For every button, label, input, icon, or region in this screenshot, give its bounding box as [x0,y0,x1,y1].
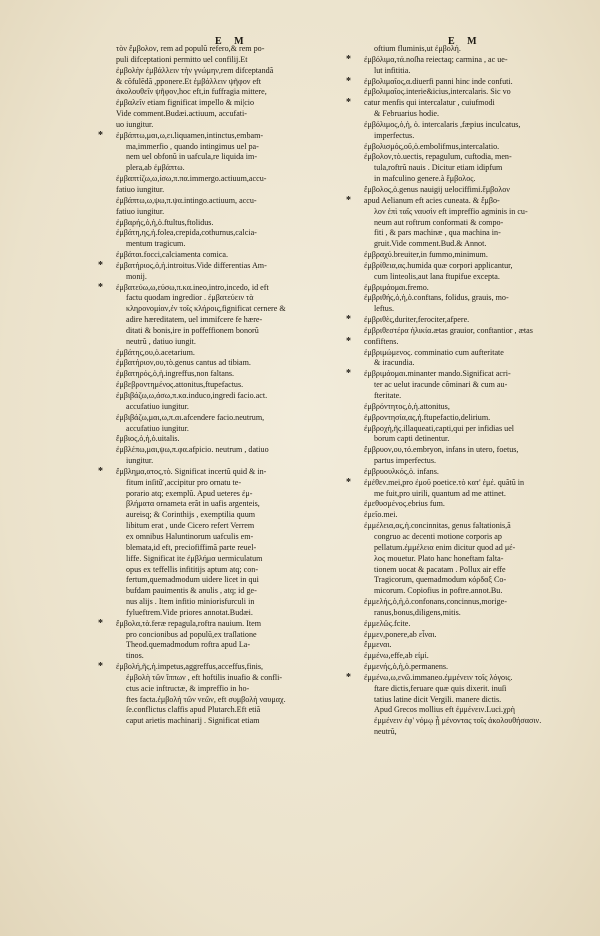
text-line: ἐμμένειν ἐφ' νόμῳ ᾗ μένοντας τοῖς ἀκολουθήσασιν. [374,716,542,726]
text-line: nem uel obfonũ in uafcula,re liquida im‑ [126,152,258,162]
text-line: ter ac uelut iracunde cõminari & cum au‑ [374,380,508,390]
text-line: me fuit,pro uirili, quantum ad me attinet. [374,488,506,498]
text-line: & Februarius hodie. [374,109,439,119]
text-line: ἐμμένω,effe,ab εἰμί. [364,651,429,661]
text-line: ἐμβαλεῖν etiam fignificat impello & mi|cio [116,98,255,108]
text-line: ἐμβιβάζω,ω,άσω,π.κα.induco,ingredi facio.act. [116,391,268,400]
text-line: ἐμμεν,ponere,ab εἶναι. [364,629,437,639]
text-line: Tragicorum, quemadmodum κόρδαξ Co‑ [374,575,507,585]
text-line: ἀκολουθεῖν ψῆφον,hoc eft,in fuffragia mittere, [116,87,267,97]
text-line: leftus. [374,304,395,314]
text-line: * ἐμβολή,ῆς,ἡ.impetus,aggreffus,acceffus,finis, [116,662,344,673]
text-line: * catur menfis qui intercalatur , cuiufmodi [364,98,592,109]
text-line: ἐμβαπτίζω,ω,ίσω,π.πα.immergo.actiuum,accu‑ [116,174,267,184]
text-line: & cõfulẽdã ,pponere.Et ἐμβάλλειν ψῆφον eft [116,76,261,86]
text-line: fiti , & pars machinæ , qua machina in‑ [374,228,501,238]
text-line: * confiftens. [364,337,592,348]
text-line: ranus,bonus,diligens,mitis. [374,607,461,617]
left-column [116,44,344,727]
text-line: ἐμβολισμός,οῦ,ὁ.embolifmus,intercalatio. [364,141,500,151]
text-line: ἐμβριμάομαι.fremo. [364,282,429,292]
text-line: * ἔμβλημα,ατος,τὸ. Significat incertũ quid & in‑ [116,467,344,478]
text-line: ἐμβριθής,ὁ,ἡ,ὁ.conftans, folidus, grauis, mo‑ [364,293,509,303]
text-line: * ἐμβάπτω,μαι,ω,ει.liquamen,intinctus,embam‑ [116,131,344,142]
text-line: ἐμβόλιμος,ὁ,ἡ, ὁ. intercalaris ,fæpius inculcatus, [364,119,521,129]
text-line: Theod.quemadmodum roftra apud La‑ [126,640,251,650]
text-line: ἐμβεβροντημένος.attonitus,ftupefactus. [116,380,244,390]
text-line: tionem uocat & pacatam . Pollux air effe [374,564,506,574]
text-line: adire hæreditatem, uel immifcere fe hære‑ [126,315,263,325]
text-line: ἐμμελής,ὁ,ἡ,ὁ.confonans,concinnus,morige‑ [364,597,507,607]
text-line: * ἐμβριμάομαι.minanter mando.Significat acri‑ [364,369,592,380]
text-line: ex omnibus Haluntinorum uafculis em‑ [126,531,254,541]
text-line: gruit.Vide comment.Bud.& Annot. [374,239,487,249]
text-line: fteritate. [374,391,402,400]
text-line: ctus acie inftructæ, & impreffio in ho‑ [126,683,250,693]
running-head-left: E M [215,36,249,47]
text-line: ἐμβαρής,ὁ,ἡ,ὁ.ftultus,ftolidus. [116,217,214,227]
text-line: ἐμβιβάζω,μαι,ω,π.αι.afcendere facio.neutrum, [116,412,265,422]
text-line: mentum tragicum. [126,239,186,249]
text-line: ſe.conflictus claffis apud Plutarch.Eft etiã [126,705,261,715]
text-line: ἐμμέλεια,ας,ἡ.concinnitas, genus faltationis,ã [364,521,511,531]
text-line: tinos. [126,651,144,661]
text-line: fylueftrem.Vide priores annotat.Budæi. [126,607,253,617]
text-line: uo iungitur. [116,119,154,129]
text-line: ἐμβροχὴ,ῆς.illaqueati,capti,qui per infidias uel [364,423,515,433]
text-line: ἐμβολιμαῖος.interie&icius,intercalaris. Sic vo [364,87,511,97]
text-line: ἐμβολὴν ἐμβάλλειν τὴν γνώμην,rem difceptandã [116,65,274,75]
text-line: * ἐμβόλιμα,τά.noſha reiectaq; carmina , ac ue‑ [364,55,592,66]
text-line: in mafculino genere.à ἔμβολος. [374,174,476,184]
text-line: iungitur. [126,456,154,466]
text-line: borum capti detinentur. [374,434,450,444]
text-line: ἐμβατήριον,ου,τὸ.genus cantus ad tibiam. [116,358,251,368]
text-line: Apud Grecos mollius eft ἐμμένειν.Luci.χρὴ [374,705,515,715]
text-line: lut infititia. [374,65,411,75]
text-line: & iracundia. [374,358,415,368]
text-line: ἐμβλέπω,μαι,ψω,π.φα.afpicio. neutrum , datiuo [116,445,269,455]
text-line: nus alijs . Item infitio miniorisfurculi in [126,597,255,607]
text-line: micorum. Copiofius in poftre.annot.Bu. [374,586,503,596]
text-line: ἐμβρίθεια,ας.humida quæ corpori applicantur, [364,260,513,270]
text-line: oftium fluminis,ut ἐμβολή. [374,44,461,53]
text-line: * apud Aelianum eft acies cuneata. & ἔμβο‑ [364,196,592,207]
text-line: ἐμβατηρός,ὁ,ἡ.ingreffus,non faltans. [116,369,235,379]
text-line: porario atq; exemplũ. Apud ueteres ἐμ‑ [126,488,253,498]
text-line: cum linteolis,aut lana ftupifue excepta. [374,271,500,281]
text-line: * ἐμβριθὲς,duriter,ferociter,afpere. [364,315,592,326]
text-line: neutrũ, [374,727,397,737]
text-line: ἐμβάται.focci,calciamenta comica. [116,250,229,260]
running-head-right: E M [448,36,482,47]
text-line: * ἔμβολα,τὰ.feræ repagula,roftra nauium. Item [116,619,344,630]
text-line: * ἐμβατεύω,ω,εύσω,π.κα.ineo,intro,incedo, id eft [116,283,344,294]
text-line: ἐμβριθεστέρα ἡλικία.ætas grauior, conftantior , ætas [364,325,533,335]
text-line: ἐμβραχύ.breuiter,in fummo,minimum. [364,250,488,260]
text-line: monij. [126,271,147,281]
text-line: fertum,quemadmodum uidere licet in qui [126,575,259,585]
text-line: fitum inſitũ̆ ,accipitur pro ornatu te‑ [126,477,242,487]
text-line: κληρονομίαν,ἐν τοῖς κλήροις,fignificat cernere & [126,304,286,314]
text-line: partus imperfectus. [374,456,437,466]
text-line: accufatiuo iungitur. [126,401,189,411]
text-line: puli difceptationi permitto uel confilij.Et [116,54,248,64]
text-line: neum aut roftrum conformati & compo‑ [374,217,504,227]
text-line: ἐμμελῶς.fcite. [364,618,411,628]
text-line: τὸν ἔμβολον, rem ad populũ refero,& rem po‑ [116,44,265,53]
text-line: ἐμμενής,ὁ,ἡ,ὁ.permanens. [364,662,449,672]
text-line: tula,roftrũ nauis . Dicitur etiam idipfum [374,163,503,173]
text-line: libitum erat , unde Cicero refert Verrem [126,521,255,531]
text-line: ditati & bonis,ire in poffeffionem bonorũ [126,325,259,335]
text-line: factu quodam ingredior . ἐμβατεύειν τὰ [126,293,254,303]
text-line: ἐμβριμώμενος. comminatio cum aufteritate [364,347,504,357]
text-line: ἔμμεναι. [364,640,392,650]
text-line: λον ἐπὶ ταῖς ναυσὶν eft impreffio agminis in cu‑ [374,206,528,216]
text-line: ἐμβολὴ τῶν ἴππων , eft hoftilis inuafio & confli‑ [126,672,283,682]
text-line: ἔμβολος,ὁ.genus nauigij uelociffimi.ἔμβολον [364,184,510,194]
text-line: ftare dictis,feruare quæ quis dixerit. inuſi [374,683,507,693]
text-line: ἐμβάτη,ης,ἡ.folea,crepida,cothurnus,calcia‑ [116,228,257,238]
text-line: tatius latine dicit Vergili. manere dictis. [374,694,502,704]
text-line: * ἐμβολιμαῖος,α.diuerfi panni hinc inde confuti. [364,77,592,88]
text-line: pellatum.ἐμμέλεια enim dicitur quod ad μέ‑ [374,542,516,552]
text-line: fatiuo iungitur. [116,206,165,216]
text-line: ἐμβρυουλκός,ὁ. infans. [364,466,439,476]
text-line: opus ex teffellis infititijs aptum atq; con‑ [126,564,259,574]
text-line: liffe. Significat ite ἐμβλήμα uermiculatum [126,553,263,563]
text-line: ftes facta.ἐμβολὴ τῶν νεῶν, eft συμβολὴ ναυμαχ. [126,694,286,704]
text-line: aureisq; & Corinthijs , exemptilia quum [126,510,256,520]
text-line: ἔμβιος,ὁ,ἡ,ὁ.uitalis. [116,434,180,444]
text-line: ma,immerfio , quando intingimus uel pa‑ [126,141,259,151]
text-line: accufatiuo iungitur. [126,423,189,433]
text-line: neutrũ , datiuo iungit. [126,336,196,346]
text-line: ἐμεθυσμένος.ebrius fum. [364,499,445,509]
text-line: * ἐμβατήριος,ὁ,ἡ.introitus.Vide differentias Am‑ [116,261,344,272]
text-line: ἐμβάτης,ου,ὁ.acetarium. [116,347,195,357]
text-line: ἐμβρόντητος,ὁ,ἡ.attonitus, [364,401,450,411]
text-line: Vide comment.Budæi.actiuum, accufati‑ [116,109,247,119]
text-line: bufdam pauimentis & anulis , atq; id ge‑ [126,586,257,596]
text-line: ἔμβρυον,ου,τό.embryon, infans in utero, foetus, [364,445,519,455]
text-line: * ἐμμένω,ω,ενῶ.immaneo.ἐμμένειν τοῖς λόγοις. [364,673,592,684]
text-line: ἐμβάπτω,ω,ψω,π.ψα.intingo.actiuum, accu‑ [116,195,257,205]
text-line: * ἐμέθεν.mei,pro ἐμοῦ poetice.τὸ κατ' ἐμέ. quãtũ in [364,478,592,489]
text-line: pro concionibus ad populũ,ex traſlatione [126,629,257,639]
text-line: βλήματα ornameta erãt in uafis argenteis, [126,499,260,509]
text-line: caput arietis machinarij . Significat etiam [126,716,260,726]
text-line: plera,ab ἐμβάπτω. [126,163,185,173]
text-line: fatiuo iungitur. [116,184,165,194]
text-line: ἐμεῖο.mei. [364,510,398,520]
text-line: λος mouetur. Plato hanc honeftam falta‑ [374,553,504,563]
text-line: ἐμβολον,τὸ.uectis, repagulum, cuftodia, men‑ [364,152,512,162]
right-column [364,44,592,738]
text-line: ἐμβροντησία,ας,ἡ.ftupefactio,delirium. [364,412,491,422]
text-line: blemata,id eft, preciofiffimã parte reuel‑ [126,542,257,552]
text-line: imperfectus. [374,130,415,140]
text-line: congruo ac decenti motione corporis ap [374,531,502,541]
